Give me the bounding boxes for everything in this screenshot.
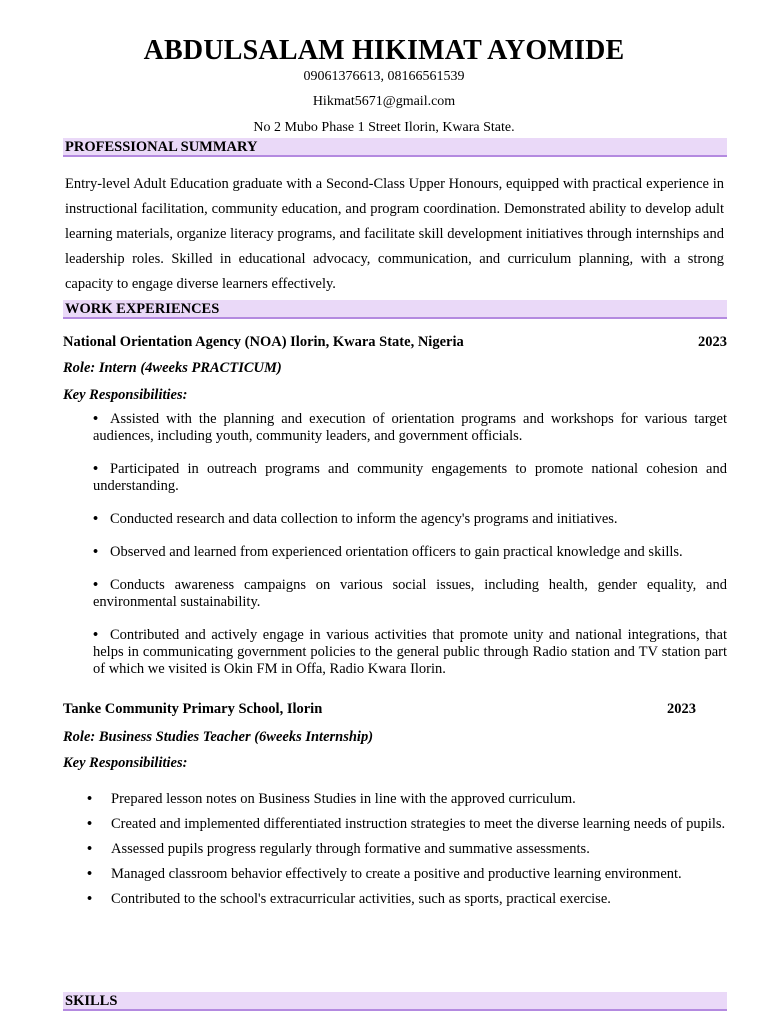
job-role: Role: Business Studies Teacher (6weeks Internship)	[63, 729, 374, 745]
section-header-work-experiences: WORK EXPERIENCES	[63, 300, 727, 319]
home-address: No 2 Mubo Phase 1 Street Ilorin, Kwara State.	[253, 120, 515, 135]
list-item: • Contributed and actively engage in various activities that promote unity and national integrations, that helps in communicating government policies to the general public through Radio station and TV station part of which we visited is Okin FM in Offa, Radio Kwara Ilorin.	[93, 627, 727, 678]
job-role: Role: Intern (4weeks PRACTICUM)	[63, 360, 282, 376]
list-item: • Created and implemented differentiated instruction strategies to meet the diverse learning needs of pupils.	[87, 812, 727, 837]
list-item: • Prepared lesson notes on Business Studies in line with the approved curriculum.	[87, 787, 727, 812]
responsibility-list	[87, 787, 727, 912]
list-item: • Managed classroom behavior effectively to create a positive and productive learning environment.	[87, 862, 727, 887]
professional-summary-text: Entry-level Adult Education graduate with a Second-Class Upper Honours, equipped with practical experience in instructional facilitation, community education, and program coordination. Demonstrated ability to develop adult learning materials, organize literacy programs, and facilitate skill development initiatives through internships and leadership roles. Skilled in educational advocacy, communication, and curriculum planning, with a strong capacity to engage diverse learners effectively.	[65, 176, 724, 292]
job-year: 2023	[698, 334, 727, 350]
responsibility-list	[93, 411, 727, 694]
list-item: • Participated in outreach programs and community engagements to promote national cohesion and understanding.	[93, 461, 727, 495]
job-employer: National Orientation Agency (NOA) Ilorin, Kwara State, Nigeria	[63, 334, 464, 350]
section-header-skills: SKILLS	[63, 992, 727, 1011]
list-item: • Conducted research and data collection to inform the agency's programs and initiatives.	[93, 511, 727, 528]
key-responsibilities-label: Key Responsibilities:	[63, 387, 188, 403]
list-item: • Observed and learned from experienced orientation officers to gain practical knowledge and skills.	[93, 544, 727, 561]
list-item: • Conducts awareness campaigns on various social issues, including health, gender equality, and environmental sustainability.	[93, 577, 727, 611]
job-year: 2023	[667, 701, 696, 717]
key-responsibilities-label: Key Responsibilities:	[63, 755, 188, 771]
list-item: • Assisted with the planning and execution of orientation programs and workshops for various target audiences, including youth, community leaders, and government officials.	[93, 411, 727, 445]
candidate-name: ABDULSALAM HIKIMAT AYOMIDE	[143, 35, 625, 66]
list-item: • Contributed to the school's extracurricular activities, such as sports, practical exercise.	[87, 887, 727, 912]
email-address: Hikmat5671@gmail.com	[312, 94, 456, 109]
phone-numbers: 09061376613, 08166561539	[303, 69, 465, 84]
list-item: • Assessed pupils progress regularly through formative and summative assessments.	[87, 837, 727, 862]
section-header-professional-summary: PROFESSIONAL SUMMARY	[63, 138, 727, 157]
job-employer: Tanke Community Primary School, Ilorin	[63, 701, 323, 717]
